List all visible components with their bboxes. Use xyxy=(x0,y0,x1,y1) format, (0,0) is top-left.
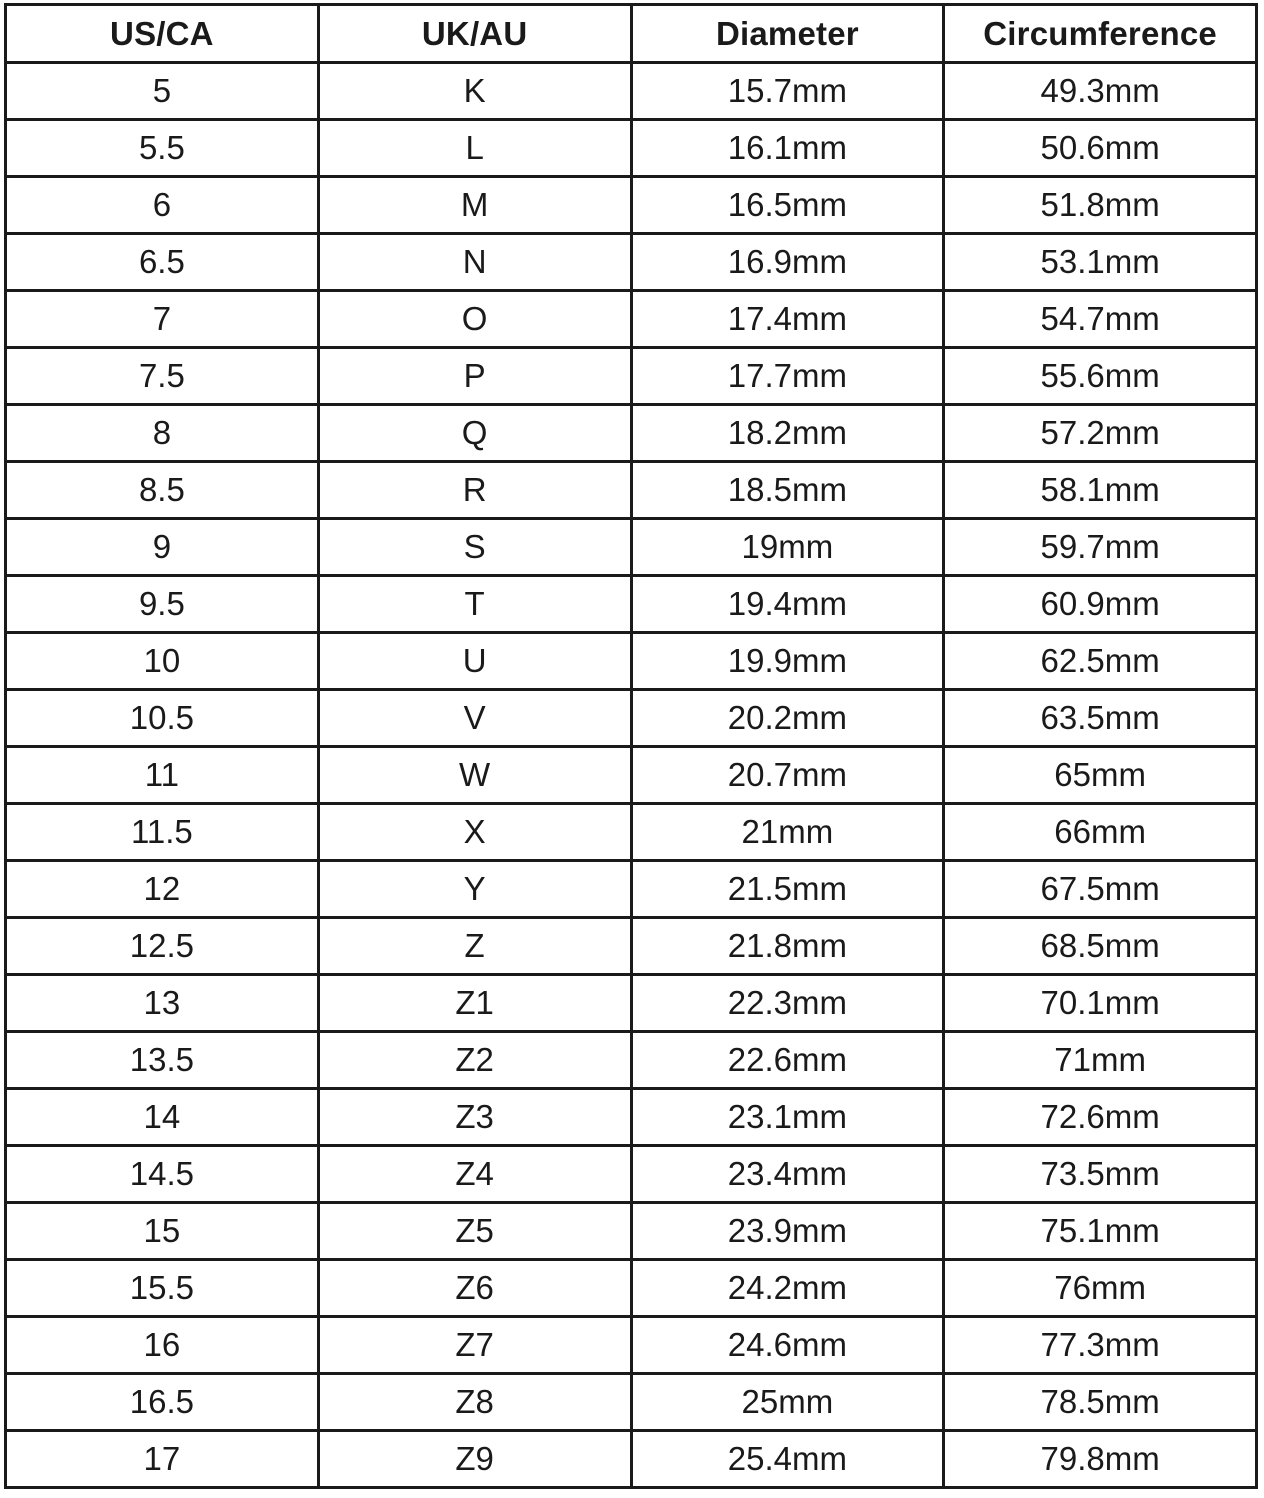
cell-uk-au-size: P xyxy=(318,348,631,405)
cell-uk-au-size: Z5 xyxy=(318,1203,631,1260)
header-diameter: Diameter xyxy=(631,5,944,63)
cell-diameter: 25mm xyxy=(631,1374,944,1431)
header-uk-au: UK/AU xyxy=(318,5,631,63)
table-row xyxy=(6,291,1257,348)
table-row xyxy=(6,1374,1257,1431)
cell-diameter: 21.5mm xyxy=(631,861,944,918)
cell-diameter: 19mm xyxy=(631,519,944,576)
cell-uk-au-size: K xyxy=(318,63,631,120)
cell-uk-au-size: W xyxy=(318,747,631,804)
cell-diameter: 17.4mm xyxy=(631,291,944,348)
cell-circumference: 73.5mm xyxy=(944,1146,1257,1203)
cell-diameter: 24.6mm xyxy=(631,1317,944,1374)
cell-us-ca-size: 10.5 xyxy=(6,690,319,747)
cell-uk-au-size: Z2 xyxy=(318,1032,631,1089)
header-row xyxy=(6,5,1257,63)
cell-us-ca-size: 7.5 xyxy=(6,348,319,405)
table-row xyxy=(6,918,1257,975)
cell-diameter: 21mm xyxy=(631,804,944,861)
cell-circumference: 54.7mm xyxy=(944,291,1257,348)
cell-uk-au-size: X xyxy=(318,804,631,861)
cell-uk-au-size: T xyxy=(318,576,631,633)
table-row xyxy=(6,690,1257,747)
cell-us-ca-size: 6.5 xyxy=(6,234,319,291)
table-row xyxy=(6,177,1257,234)
table-row xyxy=(6,63,1257,120)
cell-uk-au-size: Z7 xyxy=(318,1317,631,1374)
cell-circumference: 75.1mm xyxy=(944,1203,1257,1260)
table-row xyxy=(6,234,1257,291)
cell-diameter: 16.5mm xyxy=(631,177,944,234)
cell-uk-au-size: N xyxy=(318,234,631,291)
cell-uk-au-size: O xyxy=(318,291,631,348)
table-row xyxy=(6,348,1257,405)
cell-diameter: 19.4mm xyxy=(631,576,944,633)
cell-us-ca-size: 8.5 xyxy=(6,462,319,519)
cell-circumference: 63.5mm xyxy=(944,690,1257,747)
cell-circumference: 79.8mm xyxy=(944,1431,1257,1488)
cell-uk-au-size: Z9 xyxy=(318,1431,631,1488)
cell-us-ca-size: 16 xyxy=(6,1317,319,1374)
cell-circumference: 67.5mm xyxy=(944,861,1257,918)
cell-circumference: 59.7mm xyxy=(944,519,1257,576)
cell-diameter: 24.2mm xyxy=(631,1260,944,1317)
cell-diameter: 21.8mm xyxy=(631,918,944,975)
cell-us-ca-size: 5 xyxy=(6,63,319,120)
cell-us-ca-size: 16.5 xyxy=(6,1374,319,1431)
cell-circumference: 77.3mm xyxy=(944,1317,1257,1374)
cell-us-ca-size: 13 xyxy=(6,975,319,1032)
cell-circumference: 78.5mm xyxy=(944,1374,1257,1431)
table-body xyxy=(6,63,1257,1488)
cell-us-ca-size: 10 xyxy=(6,633,319,690)
table-row xyxy=(6,462,1257,519)
cell-us-ca-size: 15 xyxy=(6,1203,319,1260)
cell-circumference: 76mm xyxy=(944,1260,1257,1317)
cell-us-ca-size: 6 xyxy=(6,177,319,234)
table-row xyxy=(6,1089,1257,1146)
cell-uk-au-size: Z6 xyxy=(318,1260,631,1317)
cell-us-ca-size: 9.5 xyxy=(6,576,319,633)
cell-uk-au-size: Z8 xyxy=(318,1374,631,1431)
cell-us-ca-size: 13.5 xyxy=(6,1032,319,1089)
cell-circumference: 62.5mm xyxy=(944,633,1257,690)
cell-diameter: 23.1mm xyxy=(631,1089,944,1146)
cell-diameter: 16.9mm xyxy=(631,234,944,291)
cell-us-ca-size: 14.5 xyxy=(6,1146,319,1203)
cell-us-ca-size: 8 xyxy=(6,405,319,462)
cell-diameter: 20.2mm xyxy=(631,690,944,747)
cell-circumference: 53.1mm xyxy=(944,234,1257,291)
header-circumference: Circumference xyxy=(944,5,1257,63)
cell-diameter: 17.7mm xyxy=(631,348,944,405)
table-row xyxy=(6,120,1257,177)
cell-circumference: 49.3mm xyxy=(944,63,1257,120)
cell-diameter: 23.4mm xyxy=(631,1146,944,1203)
cell-us-ca-size: 14 xyxy=(6,1089,319,1146)
table-row xyxy=(6,1260,1257,1317)
cell-diameter: 19.9mm xyxy=(631,633,944,690)
cell-uk-au-size: M xyxy=(318,177,631,234)
table-row xyxy=(6,1146,1257,1203)
table-row xyxy=(6,519,1257,576)
cell-uk-au-size: Z4 xyxy=(318,1146,631,1203)
cell-us-ca-size: 15.5 xyxy=(6,1260,319,1317)
cell-us-ca-size: 12.5 xyxy=(6,918,319,975)
cell-circumference: 71mm xyxy=(944,1032,1257,1089)
cell-uk-au-size: Y xyxy=(318,861,631,918)
cell-diameter: 22.3mm xyxy=(631,975,944,1032)
table-row xyxy=(6,576,1257,633)
cell-circumference: 60.9mm xyxy=(944,576,1257,633)
cell-circumference: 57.2mm xyxy=(944,405,1257,462)
cell-circumference: 50.6mm xyxy=(944,120,1257,177)
table-row xyxy=(6,405,1257,462)
cell-us-ca-size: 11.5 xyxy=(6,804,319,861)
cell-diameter: 15.7mm xyxy=(631,63,944,120)
cell-diameter: 25.4mm xyxy=(631,1431,944,1488)
cell-us-ca-size: 11 xyxy=(6,747,319,804)
cell-circumference: 58.1mm xyxy=(944,462,1257,519)
cell-circumference: 68.5mm xyxy=(944,918,1257,975)
cell-us-ca-size: 5.5 xyxy=(6,120,319,177)
cell-circumference: 55.6mm xyxy=(944,348,1257,405)
cell-uk-au-size: Z1 xyxy=(318,975,631,1032)
cell-diameter: 18.5mm xyxy=(631,462,944,519)
cell-diameter: 23.9mm xyxy=(631,1203,944,1260)
cell-circumference: 72.6mm xyxy=(944,1089,1257,1146)
ring-size-table xyxy=(4,3,1258,1489)
cell-us-ca-size: 17 xyxy=(6,1431,319,1488)
cell-uk-au-size: Q xyxy=(318,405,631,462)
cell-us-ca-size: 12 xyxy=(6,861,319,918)
table-row xyxy=(6,633,1257,690)
header-us-ca: US/CA xyxy=(6,5,319,63)
cell-circumference: 66mm xyxy=(944,804,1257,861)
table-header xyxy=(6,5,1257,63)
table-row xyxy=(6,1431,1257,1488)
cell-circumference: 65mm xyxy=(944,747,1257,804)
cell-diameter: 22.6mm xyxy=(631,1032,944,1089)
cell-diameter: 18.2mm xyxy=(631,405,944,462)
cell-us-ca-size: 7 xyxy=(6,291,319,348)
cell-uk-au-size: R xyxy=(318,462,631,519)
table-row xyxy=(6,804,1257,861)
cell-uk-au-size: Z3 xyxy=(318,1089,631,1146)
cell-us-ca-size: 9 xyxy=(6,519,319,576)
cell-diameter: 16.1mm xyxy=(631,120,944,177)
table-row xyxy=(6,975,1257,1032)
cell-circumference: 70.1mm xyxy=(944,975,1257,1032)
table-row xyxy=(6,747,1257,804)
table-row xyxy=(6,1317,1257,1374)
table-row xyxy=(6,861,1257,918)
cell-diameter: 20.7mm xyxy=(631,747,944,804)
cell-uk-au-size: L xyxy=(318,120,631,177)
cell-uk-au-size: V xyxy=(318,690,631,747)
cell-uk-au-size: U xyxy=(318,633,631,690)
cell-circumference: 51.8mm xyxy=(944,177,1257,234)
table-row xyxy=(6,1203,1257,1260)
cell-uk-au-size: S xyxy=(318,519,631,576)
cell-uk-au-size: Z xyxy=(318,918,631,975)
table-row xyxy=(6,1032,1257,1089)
